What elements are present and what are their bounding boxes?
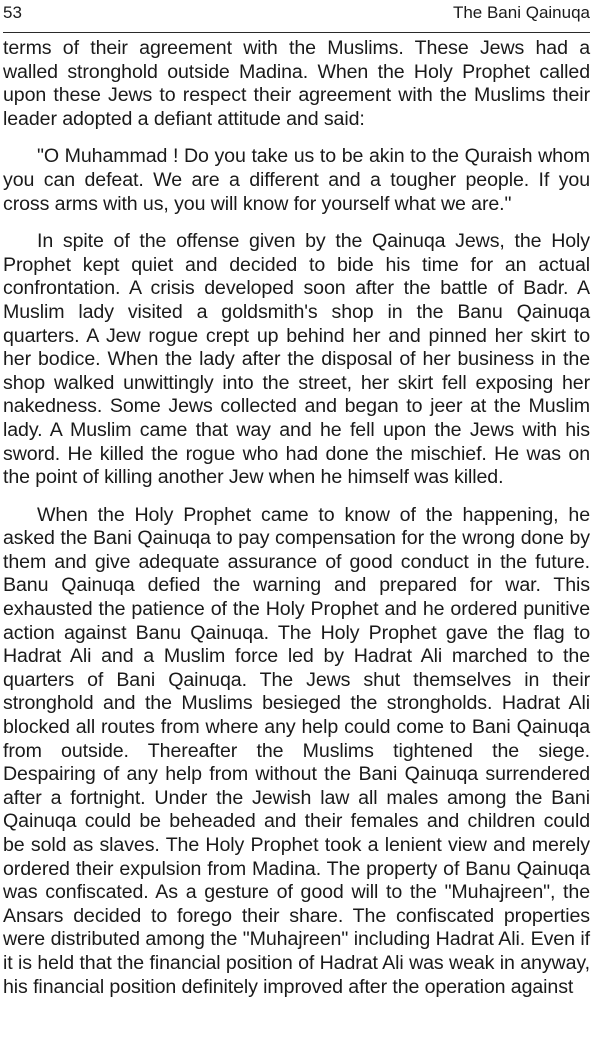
paragraph-quotation: "O Muhammad ! Do you take us to be akin to the Quraish whom you can defeat. We are a different and a tougher people. If you cross arms with us, you will know for yourself what we are.": [3, 145, 590, 215]
page-number: 53: [3, 3, 22, 22]
page-header: [3, 2, 590, 33]
paragraph-expulsion: When the Holy Prophet came to know of the happening, he asked the Bani Qainuqa to pay compensation for the wrong done by them and give adequate assurance of good conduct in the future. Banu Qainuqa defied the warning and prepared for war. This exhausted the patience of the Holy Prophet and he ordered punitive action against Banu Qainuqa. The Holy Prophet gave the flag to Hadrat Ali and a Muslim force led by Hadrat Ali marched to the quarters of Bani Qainuqa. The Jews shut themselves in their stronghold and the Muslims besieged the strongholds. Hadrat Ali blocked all routes from where any help could come to Bani Qainuqa from outside. Thereafter the Muslims tightened the siege. Despairing of any help from without the Bani Qainuqa surrendered after a fortnight. Under the Jewish law all males among the Bani Qainuqa could be beheaded and their females and children could be sold as slaves. The Holy Prophet took a lenient view and merely ordered their expulsion from Madina. The property of Banu Qainuqa was confiscated. As a gesture of good will to the "Muhajreen", the Ansars decided to forego their share. The confiscated properties were distributed among the "Muhajreen" including Hadrat Ali. Even if it is held that the financial position of Hadrat Ali was weak in anyway, his financial position definitely improved after the operation against: [3, 503, 590, 998]
running-title: The Bani Qainuqa: [452, 3, 590, 22]
body-text: [3, 37, 590, 999]
paragraph-continuation: terms of their agreement with the Muslims. These Jews had a walled stronghold outside Madina. When the Holy Prophet called upon these Jews to respect their agreement with the Muslims their leader adopted a defiant attitude and said:: [3, 37, 590, 130]
paragraph-incident: In spite of the offense given by the Qainuqa Jews, the Holy Prophet kept quiet and decided to bide his time for an actual confrontation. A crisis developed soon after the battle of Badr. A Muslim lady visited a goldsmith's shop in the Banu Qainuqa quarters. A Jew rogue crept up behind her and pinned her skirt to her bodice. When the lady after the disposal of her business in the shop walked unwittingly into the street, her skirt fell exposing her nakedness. Some Jews collected and began to jeer at the Muslim lady. A Muslim came that way and he fell upon the Jews with his sword. He killed the rogue who had done the mischief. He was on the point of killing another Jew when he himself was killed.: [3, 230, 590, 489]
